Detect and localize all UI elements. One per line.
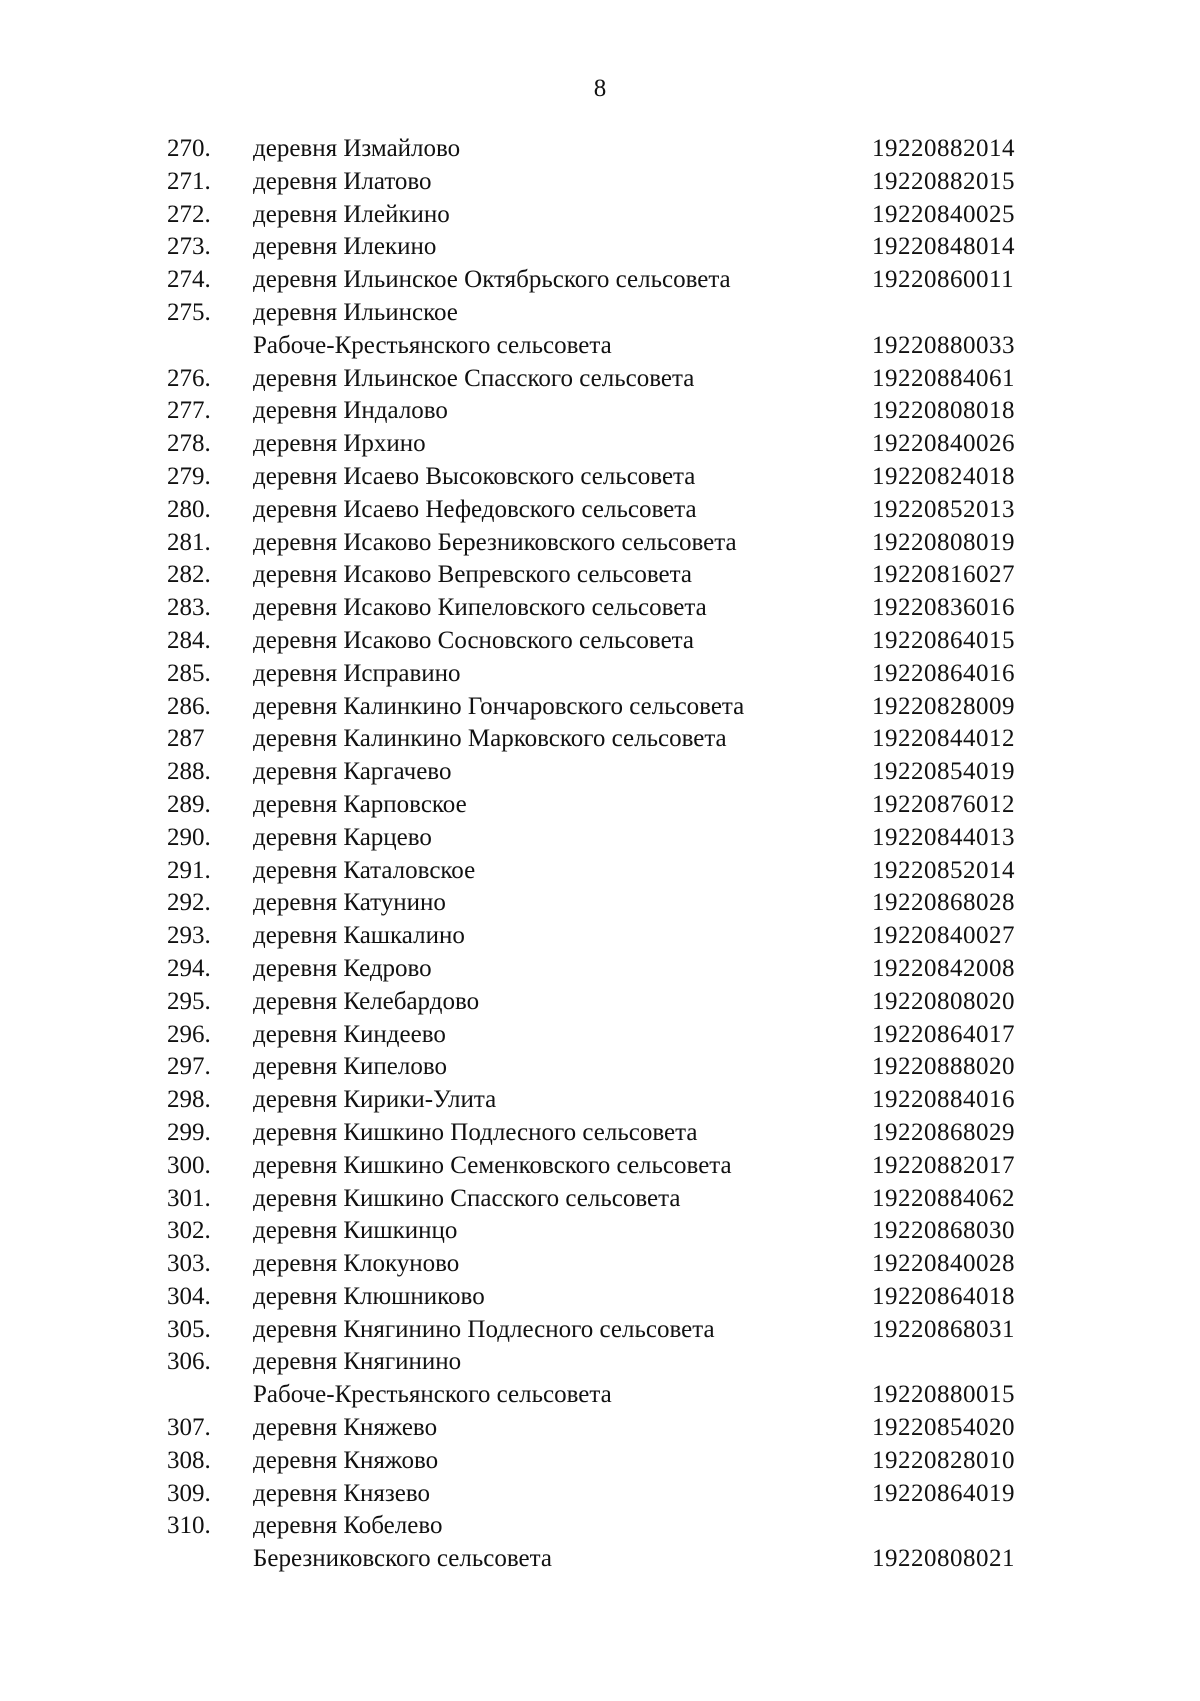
- list-item: [0, 461, 1200, 494]
- item-name: деревня Киндеево: [253, 1020, 446, 1048]
- list-item: [0, 658, 1200, 691]
- item-code: 19220868028: [872, 889, 1015, 917]
- item-name: деревня Илатово: [253, 167, 432, 195]
- item-name: Рабоче-Крестьянского сельсовета: [253, 1381, 612, 1409]
- item-name: Рабоче-Крестьянского сельсовета: [253, 331, 612, 359]
- item-code: 19220808021: [872, 1545, 1015, 1573]
- list-item: [0, 691, 1200, 724]
- item-code: 19220884016: [872, 1086, 1015, 1114]
- list-item: [0, 559, 1200, 592]
- item-code: 19220852014: [872, 856, 1015, 884]
- list-item: [0, 428, 1200, 461]
- item-number: 273.: [167, 233, 211, 261]
- item-name: Березниковского сельсовета: [253, 1545, 552, 1573]
- list-item: [0, 133, 1200, 166]
- item-name: деревня Илекино: [253, 233, 437, 261]
- list-item: [0, 592, 1200, 625]
- item-code: 19220840025: [872, 200, 1015, 228]
- item-number: 271.: [167, 167, 211, 195]
- item-name: деревня Кишкинцо: [253, 1217, 458, 1245]
- item-number: 303.: [167, 1250, 211, 1278]
- item-number: 276.: [167, 364, 211, 392]
- item-code: 19220868029: [872, 1118, 1015, 1146]
- item-code: 19220840026: [872, 430, 1015, 458]
- page-number: 8: [593, 75, 607, 102]
- item-name: деревня Карповское: [253, 790, 467, 818]
- item-number: 289.: [167, 790, 211, 818]
- item-number: 287: [167, 725, 205, 753]
- item-code: 19220854020: [872, 1414, 1015, 1442]
- item-code: 19220842008: [872, 954, 1015, 982]
- list-item: [0, 822, 1200, 855]
- item-name: деревня Исаково Сосновского сельсовета: [253, 626, 694, 654]
- item-number: 285.: [167, 659, 211, 687]
- list-item: [0, 723, 1200, 756]
- item-code: 19220828009: [872, 692, 1015, 720]
- item-number: 290.: [167, 823, 211, 851]
- item-code: 19220864018: [872, 1282, 1015, 1310]
- list-item: [0, 756, 1200, 789]
- item-number: 275.: [167, 298, 211, 326]
- item-code: 19220880033: [872, 331, 1015, 359]
- item-number: 279.: [167, 462, 211, 490]
- list-item: [0, 1379, 1200, 1412]
- item-number: 301.: [167, 1184, 211, 1212]
- list-item: [0, 1478, 1200, 1511]
- item-number: 294.: [167, 954, 211, 982]
- list-item: [0, 1051, 1200, 1084]
- list-item: [0, 166, 1200, 199]
- item-number: 310.: [167, 1512, 211, 1540]
- item-number: 304.: [167, 1282, 211, 1310]
- item-number: 302.: [167, 1217, 211, 1245]
- item-name: деревня Измайлово: [253, 135, 461, 162]
- item-name: деревня Клокуново: [253, 1250, 460, 1278]
- item-name: деревня Кашкалино: [253, 922, 465, 950]
- item-number: 282.: [167, 561, 211, 589]
- item-name: деревня Исаково Вепревского сельсовета: [253, 561, 692, 589]
- settlement-list: [0, 133, 1200, 1576]
- item-code: 19220808018: [872, 397, 1015, 425]
- item-name: деревня Карцево: [253, 823, 432, 851]
- list-item: [0, 231, 1200, 264]
- item-code: 19220864019: [872, 1479, 1015, 1507]
- list-item: [0, 330, 1200, 363]
- item-name: деревня Клюшниково: [253, 1282, 485, 1310]
- item-code: 19220864017: [872, 1020, 1015, 1048]
- list-item: [0, 887, 1200, 920]
- item-code: 19220844012: [872, 725, 1015, 753]
- item-name: деревня Индалово: [253, 397, 448, 425]
- item-code: 19220882014: [872, 135, 1015, 162]
- item-number: 296.: [167, 1020, 211, 1048]
- item-name: деревня Исаково Кипеловского сельсовета: [253, 594, 707, 622]
- item-name: деревня Княгинино Подлесного сельсовета: [253, 1315, 715, 1343]
- item-name: деревня Кишкино Спасского сельсовета: [253, 1184, 681, 1212]
- item-number: 291.: [167, 856, 211, 884]
- item-code: 19220876012: [872, 790, 1015, 818]
- item-number: 297.: [167, 1053, 211, 1081]
- item-number: 272.: [167, 200, 211, 228]
- item-code: 19220884062: [872, 1184, 1015, 1212]
- item-number: 280.: [167, 495, 211, 523]
- item-number: 277.: [167, 397, 211, 425]
- item-code: 19220868030: [872, 1217, 1015, 1245]
- item-number: 308.: [167, 1446, 211, 1474]
- list-item: [0, 1445, 1200, 1478]
- list-item: [0, 625, 1200, 658]
- list-item: [0, 297, 1200, 330]
- item-name: деревня Князево: [253, 1479, 431, 1507]
- item-code: 19220840027: [872, 922, 1015, 950]
- item-code: 19220888020: [872, 1053, 1015, 1081]
- item-name: деревня Кедрово: [253, 954, 432, 982]
- item-number: 270.: [167, 135, 211, 162]
- item-name: деревня Исправино: [253, 659, 461, 687]
- item-number: 278.: [167, 430, 211, 458]
- item-code: 19220880015: [872, 1381, 1015, 1409]
- item-code: 19220808019: [872, 528, 1015, 556]
- item-name: деревня Калинкино Гончаровского сельсовета: [253, 692, 745, 720]
- list-item: [0, 953, 1200, 986]
- list-item: [0, 264, 1200, 297]
- item-name: деревня Кобелево: [253, 1512, 443, 1540]
- item-code: 19220860011: [872, 266, 1015, 294]
- list-item: [0, 1084, 1200, 1117]
- list-item: [0, 1314, 1200, 1347]
- item-name: деревня Княжево: [253, 1414, 438, 1442]
- item-name: деревня Ильинское: [253, 298, 458, 326]
- item-code: 19220816027: [872, 561, 1015, 589]
- list-item: [0, 1019, 1200, 1052]
- list-item: [0, 1412, 1200, 1445]
- list-item: [0, 199, 1200, 232]
- item-code: 19220844013: [872, 823, 1015, 851]
- list-item: [0, 920, 1200, 953]
- item-number: 298.: [167, 1086, 211, 1114]
- item-name: деревня Кирики-Улита: [253, 1086, 497, 1114]
- list-item: [0, 1117, 1200, 1150]
- list-item: [0, 1346, 1200, 1379]
- item-code: 19220882017: [872, 1151, 1015, 1179]
- item-code: 19220882015: [872, 167, 1015, 195]
- item-number: 295.: [167, 987, 211, 1015]
- item-code: 19220824018: [872, 462, 1015, 490]
- list-item: [0, 1510, 1200, 1543]
- item-code: 19220836016: [872, 594, 1015, 622]
- item-code: 19220864015: [872, 626, 1015, 654]
- list-item: [0, 1543, 1200, 1576]
- item-name: деревня Катунино: [253, 889, 446, 917]
- item-name: деревня Илейкино: [253, 200, 450, 228]
- item-number: 292.: [167, 889, 211, 917]
- item-number: 306.: [167, 1348, 211, 1376]
- item-name: деревня Исаево Нефедовского сельсовета: [253, 495, 697, 523]
- item-name: деревня Исаково Березниковского сельсовета: [253, 528, 737, 556]
- item-number: 305.: [167, 1315, 211, 1343]
- list-item: [0, 789, 1200, 822]
- item-number: 274.: [167, 266, 211, 294]
- item-number: 309.: [167, 1479, 211, 1507]
- list-item: [0, 986, 1200, 1019]
- list-item: [0, 494, 1200, 527]
- item-code: 19220840028: [872, 1250, 1015, 1278]
- item-code: 19220808020: [872, 987, 1015, 1015]
- item-name: деревня Княгинино: [253, 1348, 462, 1376]
- list-item: [0, 1215, 1200, 1248]
- item-name: деревня Келебардово: [253, 987, 480, 1015]
- item-number: 286.: [167, 692, 211, 720]
- item-name: деревня Калинкино Марковского сельсовета: [253, 725, 727, 753]
- list-item: [0, 363, 1200, 396]
- item-number: 281.: [167, 528, 211, 556]
- item-code: 19220828010: [872, 1446, 1015, 1474]
- item-name: деревня Княжово: [253, 1446, 439, 1474]
- item-code: 19220854019: [872, 758, 1015, 786]
- list-item: [0, 1248, 1200, 1281]
- list-item: [0, 855, 1200, 888]
- item-code: 19220884061: [872, 364, 1015, 392]
- list-item: [0, 1183, 1200, 1216]
- item-code: 19220848014: [872, 233, 1015, 261]
- item-number: 288.: [167, 758, 211, 786]
- item-number: 299.: [167, 1118, 211, 1146]
- item-name: деревня Кишкино Подлесного сельсовета: [253, 1118, 698, 1146]
- list-item: [0, 1150, 1200, 1183]
- item-number: 283.: [167, 594, 211, 622]
- list-item: [0, 527, 1200, 560]
- item-name: деревня Ирхино: [253, 430, 426, 458]
- item-name: деревня Ильинское Октябрьского сельсовета: [253, 266, 731, 294]
- item-code: 19220852013: [872, 495, 1015, 523]
- list-item: [0, 1281, 1200, 1314]
- item-name: деревня Ильинское Спасского сельсовета: [253, 364, 695, 392]
- item-number: 293.: [167, 922, 211, 950]
- item-name: деревня Каталовское: [253, 856, 476, 884]
- item-number: 284.: [167, 626, 211, 654]
- list-item: [0, 395, 1200, 428]
- item-name: деревня Исаево Высоковского сельсовета: [253, 462, 696, 490]
- item-name: деревня Каргачево: [253, 758, 452, 786]
- item-number: 307.: [167, 1414, 211, 1442]
- item-name: деревня Кишкино Семенковского сельсовета: [253, 1151, 732, 1179]
- item-name: деревня Кипелово: [253, 1053, 447, 1081]
- item-code: 19220868031: [872, 1315, 1015, 1343]
- item-number: 300.: [167, 1151, 211, 1179]
- item-code: 19220864016: [872, 659, 1015, 687]
